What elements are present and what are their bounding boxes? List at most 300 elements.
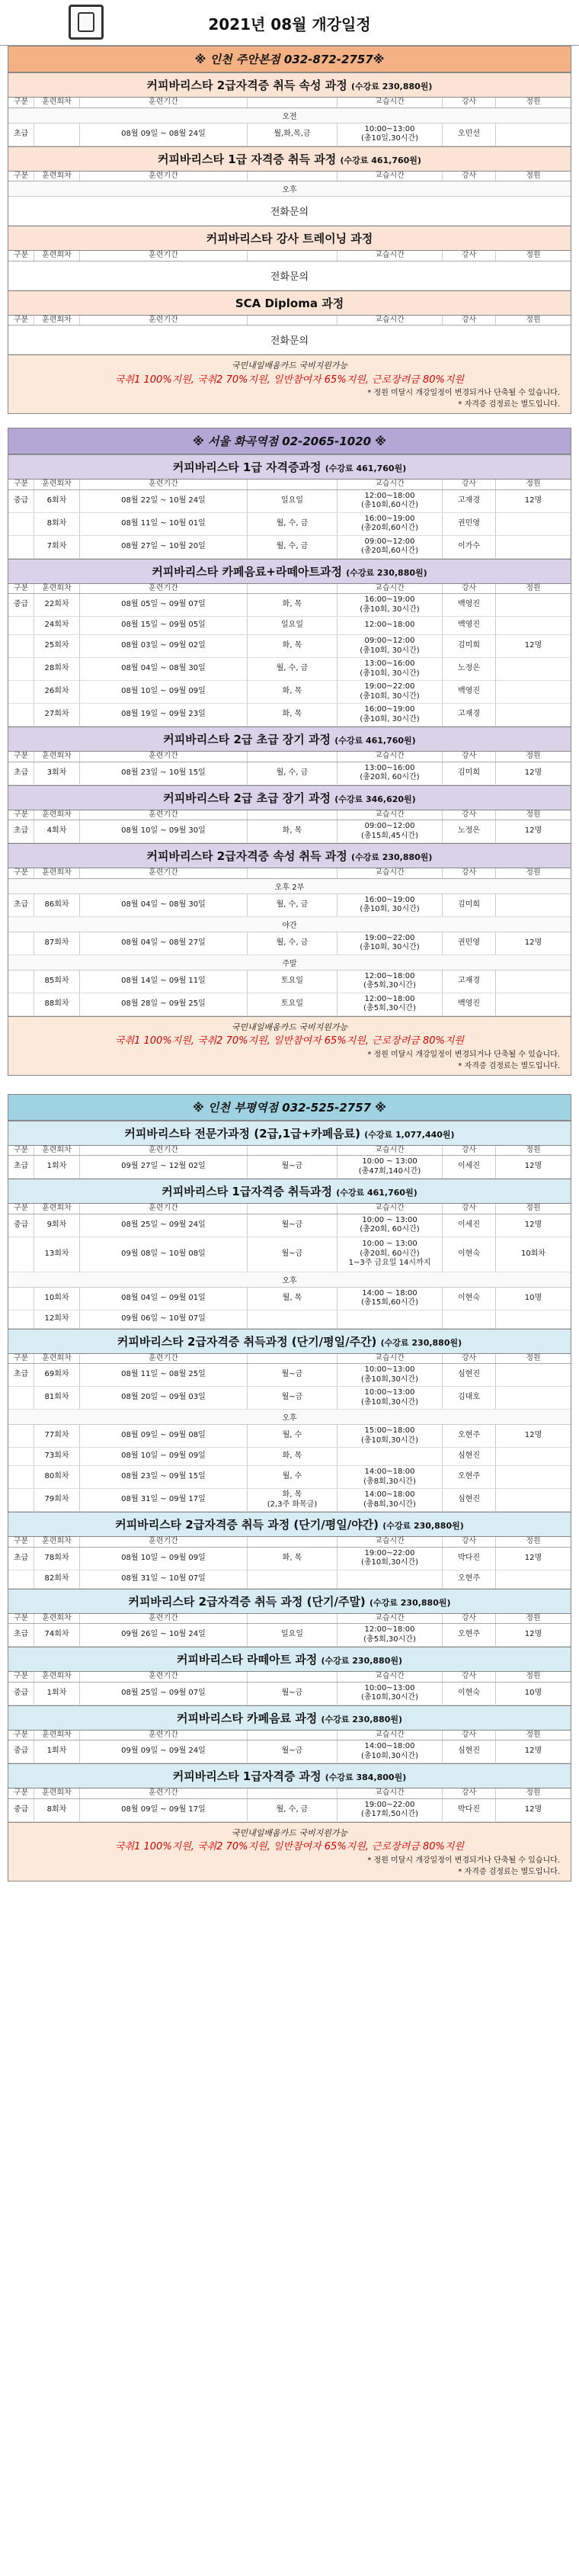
course-name: 커피바리스타 1급 자격증 취득 과정 <box>158 152 337 166</box>
cell-round: 1회차 <box>34 1156 80 1178</box>
cell-quota <box>496 617 571 634</box>
cell-quota: 12명 <box>524 768 542 777</box>
cell-teacher: 박다진 <box>443 1799 496 1821</box>
course-title <box>8 290 571 316</box>
cell-teacher <box>443 1310 496 1328</box>
header-round: 훈련회차 <box>34 810 80 820</box>
cell-period: 08월 20일 ~ 09월 03일 <box>80 1387 248 1409</box>
header-weekday <box>248 1788 337 1798</box>
cell-division: 초급 <box>8 124 34 146</box>
header-teacher: 강사 <box>443 98 496 107</box>
cell-quota <box>496 1310 571 1328</box>
notice-foot2: * 자격증 검정료는 별도입니다. <box>458 400 560 409</box>
cell-period: 08월 31일 ~ 10월 07일 <box>80 1570 248 1588</box>
header-quota: 정원 <box>526 868 541 877</box>
header-time: 교습시간 <box>337 868 443 878</box>
header-teacher: 강사 <box>443 1614 496 1624</box>
header-division: 구분 <box>8 172 34 181</box>
header-round: 훈련회차 <box>34 868 80 878</box>
cell-weekday: 월, 수, 금 <box>248 894 337 916</box>
cell-quota <box>496 513 571 535</box>
header-time: 교습시간 <box>337 752 443 762</box>
course-name: SCA Diploma 과정 <box>235 296 344 310</box>
cell-division <box>8 704 34 726</box>
cell-teacher: 심현진 <box>443 1489 496 1511</box>
header-period: 훈련기간 <box>80 584 248 594</box>
cell-period: 09월 08일 ~ 10월 08일 <box>80 1237 248 1272</box>
course-name: 커피바리스타 2급 초급 장기 과정 <box>163 791 331 805</box>
cell-weekday: 월, 수 <box>248 1425 337 1447</box>
course-title <box>8 1647 571 1672</box>
cell-teacher: 김미희 <box>443 762 496 784</box>
cell-quota: 10명 <box>524 1293 542 1302</box>
header-period: 훈련기간 <box>80 316 248 326</box>
header-round: 훈련회차 <box>34 1731 80 1740</box>
cell-period: 08월 10일 ~ 09월 09일 <box>80 1548 248 1570</box>
course-fee: (수강료 461,760원) <box>336 1188 417 1198</box>
table-row <box>8 658 571 681</box>
cell-period: 08월 23일 ~ 09월 15일 <box>80 1466 248 1488</box>
course-fee: (수강료 230,880원) <box>369 1597 451 1608</box>
table-row <box>8 490 571 513</box>
table-row <box>8 1310 571 1329</box>
cell-teacher: 심현진 <box>443 1448 496 1465</box>
table-header <box>8 251 571 261</box>
header-time: 교습시간 <box>337 1204 443 1214</box>
cell-division: 초급 <box>8 762 34 784</box>
cell-time: 10:00 ~ 13:00 (총20회, 60시간) 1~3주 금요일 14시까지 <box>337 1237 443 1272</box>
header-period: 훈련기간 <box>80 251 248 261</box>
session-label: 오전 <box>8 108 571 124</box>
cell-weekday: 화, 목 <box>248 1548 337 1570</box>
header-division: 구분 <box>8 480 34 489</box>
cell-quota: 12명 <box>524 1553 542 1562</box>
header-division: 구분 <box>8 810 34 820</box>
cell-weekday: 화, 목 <box>248 1448 337 1465</box>
course-name: 커피바리스타 2급 초급 장기 과정 <box>163 733 331 746</box>
table-header <box>8 98 571 108</box>
inquiry-text: 전화문의 <box>8 261 571 290</box>
course-title <box>8 559 571 584</box>
cell-period: 08월 10일 ~ 09월 30일 <box>80 820 248 842</box>
header-teacher: 강사 <box>443 1204 496 1214</box>
header-period: 훈련기간 <box>80 810 248 820</box>
cell-quota <box>496 536 571 558</box>
cell-teacher: 권민영 <box>443 513 496 535</box>
table-row <box>8 594 571 617</box>
course-title <box>8 454 571 480</box>
header-time: 교습시간 <box>337 1672 443 1682</box>
cell-teacher: 고재경 <box>443 490 496 512</box>
cell-time: 16:00~19:00 (총10회, 30시간) <box>337 594 443 616</box>
cell-time: 10:00~13:00 (총10회,30시간) <box>337 1387 443 1409</box>
cell-time <box>337 1570 443 1588</box>
header-teacher: 강사 <box>443 1537 496 1547</box>
header-weekday <box>248 1146 337 1156</box>
cell-quota: 10회차 <box>520 1249 546 1258</box>
table-row <box>8 762 571 785</box>
header-weekday <box>248 1537 337 1547</box>
table-row <box>8 1683 571 1705</box>
cell-time: 12:00~18:00 (총5회,30시간) <box>337 993 443 1015</box>
cell-time <box>337 1448 443 1465</box>
cell-time: 12:00~18:00 <box>337 617 443 634</box>
notice-foot1: * 정원 미달시 개강일정이 변경되거나 단축될 수 있습니다. <box>367 1050 560 1059</box>
notice-foot1: * 정원 미달시 개강일정이 변경되거나 단축될 수 있습니다. <box>367 389 560 397</box>
cell-teacher: 오현주 <box>443 1624 496 1646</box>
header-quota: 정원 <box>526 171 541 180</box>
cell-round: 86회차 <box>34 894 80 916</box>
cell-quota: 12명 <box>524 1747 542 1756</box>
cell-quota: 12명 <box>524 1431 542 1440</box>
cell-division: 중급 <box>8 594 34 616</box>
table-header <box>8 1204 571 1214</box>
header-teacher: 강사 <box>443 1788 496 1798</box>
notice-card: 국민내일배움카드 국비지원가능 <box>231 1022 348 1032</box>
header-division: 구분 <box>8 752 34 762</box>
cell-weekday: 월, 수, 금 <box>248 762 337 784</box>
header-time: 교습시간 <box>337 480 443 489</box>
course-name: 커피바리스타 2급자격증 취득 과정 (단기/평일/야간) <box>115 1518 379 1532</box>
cell-time: 15:00~18:00 (총10회,30시간) <box>337 1425 443 1447</box>
cell-weekday: 월, 수, 금 <box>248 513 337 535</box>
cell-round: 69회차 <box>34 1364 80 1386</box>
cell-period: 08월 04일 ~ 08월 30일 <box>80 658 248 680</box>
cell-division <box>8 970 34 993</box>
header-quota: 정원 <box>526 1353 541 1362</box>
cell-period: 08월 22일 ~ 10월 24일 <box>80 490 248 512</box>
cell-round: 12회차 <box>34 1310 80 1328</box>
cell-teacher: 이가수 <box>443 536 496 558</box>
header-quota: 정원 <box>526 1145 541 1154</box>
header-division: 구분 <box>8 98 34 107</box>
cell-period: 08월 03일 ~ 09월 02일 <box>80 635 248 657</box>
cell-teacher: 고재경 <box>443 704 496 726</box>
region-header: ※ 인천 주안본점 032-872-2757※ <box>8 47 571 72</box>
cell-quota: 12명 <box>524 496 542 505</box>
cell-round: 81회차 <box>34 1387 80 1409</box>
header-period: 훈련기간 <box>80 98 248 107</box>
table-row <box>8 1740 571 1763</box>
cell-round: 80회차 <box>34 1466 80 1488</box>
notice-support: 국취1 100%지원, 국취2 70%지원, 일반참여자 65%지원, 근로장려금 80%지원 <box>115 1841 464 1853</box>
header-weekday <box>248 316 337 326</box>
cell-time: 19:00~22:00 (총10회, 30시간) <box>337 681 443 703</box>
cell-division: 중급 <box>8 490 34 512</box>
cell-round: 3회차 <box>34 762 80 784</box>
header-weekday <box>248 251 337 261</box>
header-quota: 정원 <box>526 1788 541 1797</box>
cell-round: 10회차 <box>34 1288 80 1310</box>
cell-quota: 12명 <box>524 1630 542 1639</box>
cell-weekday: 화, 목 (2,3주 화목금) <box>248 1489 337 1511</box>
cell-division: 초급 <box>8 1364 34 1386</box>
cell-teacher: 김미희 <box>443 894 496 916</box>
cell-weekday: 월~금 <box>248 1364 337 1386</box>
header-teacher: 강사 <box>443 584 496 594</box>
header-time: 교습시간 <box>337 98 443 107</box>
course-title <box>8 1589 571 1614</box>
header-weekday <box>248 868 337 878</box>
cell-quota <box>496 970 571 993</box>
cell-period: 08월 31일 ~ 09월 17일 <box>80 1489 248 1511</box>
cell-period: 08월 09일 ~ 08월 24일 <box>80 124 248 146</box>
cell-round: 8회차 <box>34 1799 80 1821</box>
cell-weekday: 월, 수, 금 <box>248 1799 337 1821</box>
cell-division: 초급 <box>8 820 34 842</box>
cell-teacher: 고재경 <box>443 970 496 993</box>
header-round: 훈련회차 <box>34 172 80 181</box>
table-row <box>8 1624 571 1647</box>
cell-round: 79회차 <box>34 1489 80 1511</box>
course-fee: (수강료 230,880원) <box>350 82 433 91</box>
course-title <box>8 1329 571 1354</box>
header-division: 구분 <box>8 868 34 878</box>
table-header <box>8 752 571 762</box>
session-label: 오후 <box>8 1410 571 1425</box>
table-row <box>8 1364 571 1387</box>
course-title <box>8 843 571 868</box>
header-time: 교습시간 <box>337 810 443 820</box>
cell-division <box>8 1387 34 1409</box>
cell-weekday: 화, 목 <box>248 681 337 703</box>
header-teacher: 강사 <box>443 1672 496 1682</box>
cell-period: 08월 27일 ~ 10월 20일 <box>80 536 248 558</box>
notice-foot2: * 자격증 검정료는 별도입니다. <box>458 1867 560 1876</box>
cell-time: 12:00~18:00 (총5회,30시간) <box>337 970 443 993</box>
cell-round: 1회차 <box>34 1740 80 1763</box>
cell-weekday <box>248 1310 337 1328</box>
course-name: 커피바리스타 2급자격증 취득 과정 (단기/주말) <box>128 1594 366 1609</box>
header-division: 구분 <box>8 1788 34 1798</box>
header-division: 구분 <box>8 1537 34 1547</box>
cell-weekday: 월~금 <box>248 1683 337 1705</box>
header-period: 훈련기간 <box>80 480 248 489</box>
table-header <box>8 1614 571 1625</box>
table-header <box>8 1146 571 1156</box>
header-quota: 정원 <box>526 480 541 488</box>
course-name: 커피바리스타 라떼아트 과정 <box>176 1653 318 1667</box>
table-row <box>8 1548 571 1570</box>
header-division: 구분 <box>8 316 34 326</box>
course-fee: (수강료 230,880원) <box>321 1656 403 1666</box>
header-weekday <box>248 98 337 107</box>
header-weekday <box>248 752 337 762</box>
course-fee: (수강료 461,760원) <box>325 464 407 473</box>
cell-division <box>8 635 34 657</box>
cell-time: 14:00~18:00 (총8회,30시간) <box>337 1489 443 1511</box>
course-title <box>8 1179 571 1204</box>
cell-quota <box>496 594 571 616</box>
cell-quota: 12명 <box>524 1220 542 1229</box>
cell-period: 08월 05일 ~ 09월 07일 <box>80 594 248 616</box>
notice-box <box>8 354 571 413</box>
header-quota: 정원 <box>526 251 541 259</box>
header-time: 교습시간 <box>337 1731 443 1740</box>
inquiry-text: 전화문의 <box>8 326 571 354</box>
table-row <box>8 513 571 536</box>
cell-quota <box>496 704 571 726</box>
course-name: 커피바리스타 1급자격증 과정 <box>172 1769 321 1783</box>
header-period: 훈련기간 <box>80 1537 248 1547</box>
notice-foot2: * 자격증 검정료는 별도입니다. <box>458 1061 560 1070</box>
header-period: 훈련기간 <box>80 1788 248 1798</box>
notice-support: 국취1 100%지원, 국취2 70%지원, 일반참여자 65%지원, 근로장려금 80%지원 <box>115 1035 464 1047</box>
table-header <box>8 1537 571 1548</box>
course-fee: (수강료 461,760원) <box>334 736 416 746</box>
cell-round: 78회차 <box>34 1548 80 1570</box>
header-weekday <box>248 480 337 489</box>
cell-round: 22회차 <box>34 594 80 616</box>
course-name: 커피바리스타 1급 자격증과정 <box>172 460 321 474</box>
cell-period: 08월 11일 ~ 08월 25일 <box>80 1364 248 1386</box>
course-title <box>8 72 571 98</box>
table-row <box>8 124 571 146</box>
header-teacher: 강사 <box>443 1146 496 1156</box>
cell-period: 09월 27일 ~ 12월 02일 <box>80 1156 248 1178</box>
cell-time: 19:00~22:00 (총10회,30시간) <box>337 1548 443 1570</box>
cell-division <box>8 617 34 634</box>
course-name: 커피바리스타 2급자격증 취득과정 (단기/평일/주간) <box>117 1334 377 1349</box>
course-name: 커피바리스타 카페음료+라떼아트과정 <box>152 564 342 579</box>
table-header <box>8 480 571 490</box>
table-header <box>8 1354 571 1365</box>
table-row <box>8 1799 571 1822</box>
cell-weekday: 일요일 <box>248 1624 337 1646</box>
header-round: 훈련회차 <box>34 1788 80 1798</box>
header-period: 훈련기간 <box>80 1731 248 1740</box>
header-period: 훈련기간 <box>80 752 248 762</box>
cell-teacher: 백영진 <box>443 617 496 634</box>
cell-period: 08월 04일 ~ 08월 27일 <box>80 932 248 954</box>
table-row <box>8 635 571 658</box>
cell-period: 08월 25일 ~ 09월 24일 <box>80 1214 248 1237</box>
notice-box <box>8 1016 571 1075</box>
cell-period: 08월 23일 ~ 10월 15일 <box>80 762 248 784</box>
notice-box <box>8 1822 571 1881</box>
course-fee: (수강료 230,880원) <box>380 1337 462 1348</box>
cell-division <box>8 658 34 680</box>
cell-weekday: 월~금 <box>248 1740 337 1763</box>
header-teacher: 강사 <box>443 480 496 489</box>
header-round: 훈련회차 <box>34 1672 80 1682</box>
course-name: 커피바리스타 1급자격증 취득과정 <box>162 1185 332 1198</box>
cell-division: 중급 <box>8 1214 34 1237</box>
table-row <box>8 932 571 955</box>
header-period: 훈련기간 <box>80 1614 248 1624</box>
header-time: 교습시간 <box>337 1614 443 1624</box>
cell-teacher: 백영진 <box>443 681 496 703</box>
cell-quota <box>496 658 571 680</box>
header-division: 구분 <box>8 1354 34 1364</box>
cell-division <box>8 1466 34 1488</box>
cell-division: 초급 <box>8 1156 34 1178</box>
cell-time: 16:00~19:00 (총20회,60시간) <box>337 513 443 535</box>
session-label: 오후 <box>8 1272 571 1288</box>
cell-division: 중급 <box>8 1799 34 1821</box>
header-quota: 정원 <box>526 1537 541 1545</box>
header-weekday <box>248 584 337 594</box>
table-row <box>8 1387 571 1410</box>
header-weekday <box>248 810 337 820</box>
cell-division <box>8 513 34 535</box>
header-round: 훈련회차 <box>34 1614 80 1624</box>
course-fee: (수강료 1,077,440원) <box>364 1129 455 1140</box>
cell-round: 13회차 <box>34 1237 80 1272</box>
header-round: 훈련회차 <box>34 480 80 489</box>
cell-division <box>8 536 34 558</box>
cell-round: 28회차 <box>34 658 80 680</box>
table-row <box>8 1425 571 1448</box>
cell-weekday: 월~금 <box>248 1237 337 1272</box>
header-time: 교습시간 <box>337 316 443 326</box>
course-title <box>8 1512 571 1537</box>
header-division: 구분 <box>8 584 34 594</box>
header-round: 훈련회차 <box>34 251 80 261</box>
session-label: 야간 <box>8 917 571 932</box>
course-name: 커피바리스타 강사 트레이닝 과정 <box>206 232 373 245</box>
table-row <box>8 1288 571 1310</box>
region-bupyeong <box>8 1094 571 1881</box>
cell-quota <box>496 894 571 916</box>
cell-teacher: 김미희 <box>443 635 496 657</box>
region-seoul <box>8 428 571 1076</box>
header-quota: 정원 <box>526 315 541 324</box>
table-row <box>8 820 571 843</box>
header-quota: 정원 <box>526 1672 541 1680</box>
cell-division <box>8 932 34 954</box>
cell-period: 08월 09일 ~ 09월 08일 <box>80 1425 248 1447</box>
cell-division <box>8 1425 34 1447</box>
cell-teacher: 이세진 <box>443 1156 496 1178</box>
cell-teacher: 오현주 <box>443 1425 496 1447</box>
cell-round: 27회차 <box>34 704 80 726</box>
header-period: 훈련기간 <box>80 1146 248 1156</box>
course-title <box>8 226 571 251</box>
table-header <box>8 1788 571 1799</box>
header-round: 훈련회차 <box>34 1146 80 1156</box>
cell-time: 13:00~16:00 (총10회, 30시간) <box>337 658 443 680</box>
cell-period: 08월 10일 ~ 09월 09일 <box>80 1448 248 1465</box>
cell-weekday: 화, 목 <box>248 704 337 726</box>
header-division: 구분 <box>8 1614 34 1624</box>
table-row <box>8 970 571 993</box>
cell-weekday: 화, 목 <box>248 635 337 657</box>
cell-teacher: 이현숙 <box>443 1683 496 1705</box>
cell-weekday: 월, 수 <box>248 1466 337 1488</box>
cell-time <box>337 1310 443 1328</box>
cell-time: 12:00~18:00 (총5회,30시간) <box>337 1624 443 1646</box>
cell-weekday: 월~금 <box>248 1387 337 1409</box>
cell-time: 14:00~18:00 (총10회,30시간) <box>337 1740 443 1763</box>
header-time: 교습시간 <box>337 1146 443 1156</box>
course-title <box>8 1121 571 1146</box>
cell-time: 12:00~18:00 (총10회,60시간) <box>337 490 443 512</box>
cell-time: 16:00~19:00 (총10회, 30시간) <box>337 704 443 726</box>
cell-round <box>34 124 80 146</box>
cell-period: 08월 04일 ~ 09월 01일 <box>80 1288 248 1310</box>
cell-division <box>8 681 34 703</box>
cell-division <box>8 1310 34 1328</box>
table-header <box>8 584 571 595</box>
header-quota: 정원 <box>526 810 541 819</box>
cell-weekday: 월,화,목,금 <box>248 124 337 146</box>
table-row <box>8 1156 571 1179</box>
cell-weekday: 월, 수, 금 <box>248 932 337 954</box>
session-label: 주말 <box>8 955 571 970</box>
header-division: 구분 <box>8 251 34 261</box>
cell-division <box>8 1489 34 1511</box>
